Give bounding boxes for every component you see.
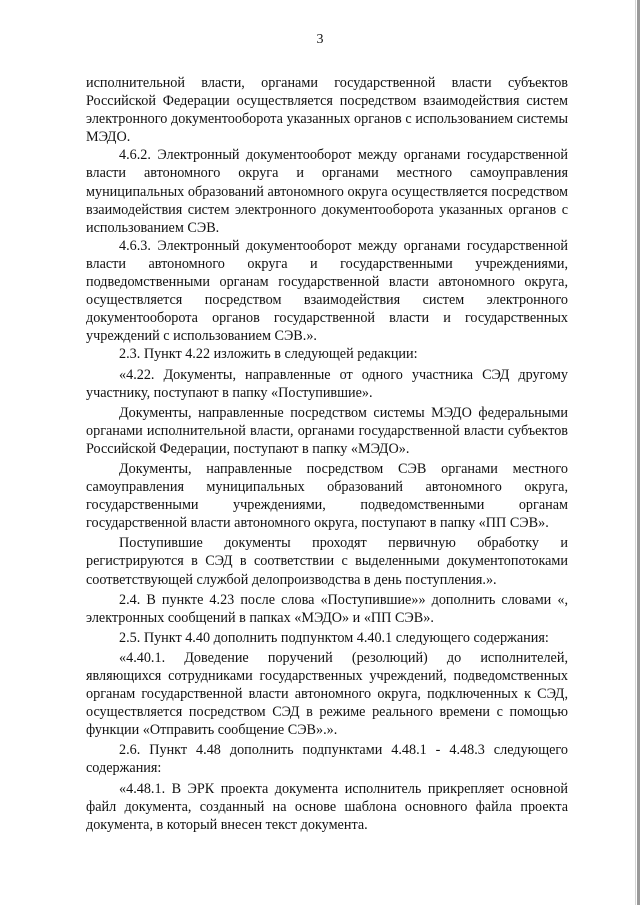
paragraph-continuation: исполнительной власти, органами государственной власти субъектов Российской Федерации осуществляется посредством взаимодействия систем электронного документооборота указанных органов с использованием системы МЭДО. <box>86 75 568 146</box>
paragraph-2-3: 2.3. Пункт 4.22 изложить в следующей редакции: <box>119 346 418 363</box>
paragraph-4-48-1: «4.48.1. В ЭРК проекта документа исполнитель прикрепляет основной файл документа, созданный на основе шаблона основного файла проекта документа, в который внесен текст документа. <box>86 780 568 833</box>
paragraph-sev: Документы, направленные посредством СЭВ органами местного самоуправления муниципальных образований автономного округа, государственными учреждениями, подведомственными органам государственной власти автономного округа, поступают в папку «ПП СЭВ». <box>86 460 568 532</box>
paragraph-medo: Документы, направленные посредством системы МЭДО федеральными органами исполнительной власти, органами государственной власти субъектов Российской Федерации, поступают в папку «МЭДО». <box>86 404 568 457</box>
paragraph-2-4: 2.4. В пункте 4.23 после слова «Поступившие»» дополнить словами «, электронных сообщений в папках «МЭДО» и «ПП СЭВ». <box>86 591 568 626</box>
page-edge-line <box>635 0 636 905</box>
paragraph-4-22: «4.22. Документы, направленные от одного участника СЭД другому участнику, поступают в папку «Поступившие». <box>86 366 568 401</box>
paragraph-4-6-3: 4.6.3. Электронный документооборот между органами государственной власти автономного округа и государственными учреждениями, подведомственными органам государственной власти автономного округа, осуществляется посредством взаимодействия систем электронного документооборота органов государственной власти и государственных учреждений с использованием СЭВ.». <box>86 237 568 345</box>
document-body <box>86 74 568 834</box>
paragraph-4-40-1: «4.40.1. Доведение поручений (резолюций) до исполнителей, являющихся сотрудниками государственных учреждений, подведомственных органам государственной власти автономного округа, подключенных к СЭД, осуществляется посредством СЭД в режиме реального времени с помощью функции «Отправить сообщение СЭВ».». <box>86 649 568 739</box>
page-number: 3 <box>316 32 324 47</box>
paragraph-4-6-2: 4.6.2. Электронный документооборот между органами государственной власти автономного округа и органами местного самоуправления муниципальных образований автономного округа осуществляется посредством взаимодействия систем электронного документооборота указанных органов с использованием СЭВ. <box>86 147 568 236</box>
paragraph-2-5: 2.5. Пункт 4.40 дополнить подпунктом 4.40.1 следующего содержания: <box>119 629 549 646</box>
paragraph-incoming: Поступившие документы проходят первичную обработку и регистрируются в СЭД в соответствии с выделенными документопотоками соответствующей службой делопроизводства в день поступления.». <box>86 535 568 588</box>
paragraph-2-6: 2.6. Пункт 4.48 дополнить подпунктами 4.48.1 - 4.48.3 следующего содержания: <box>86 742 568 777</box>
